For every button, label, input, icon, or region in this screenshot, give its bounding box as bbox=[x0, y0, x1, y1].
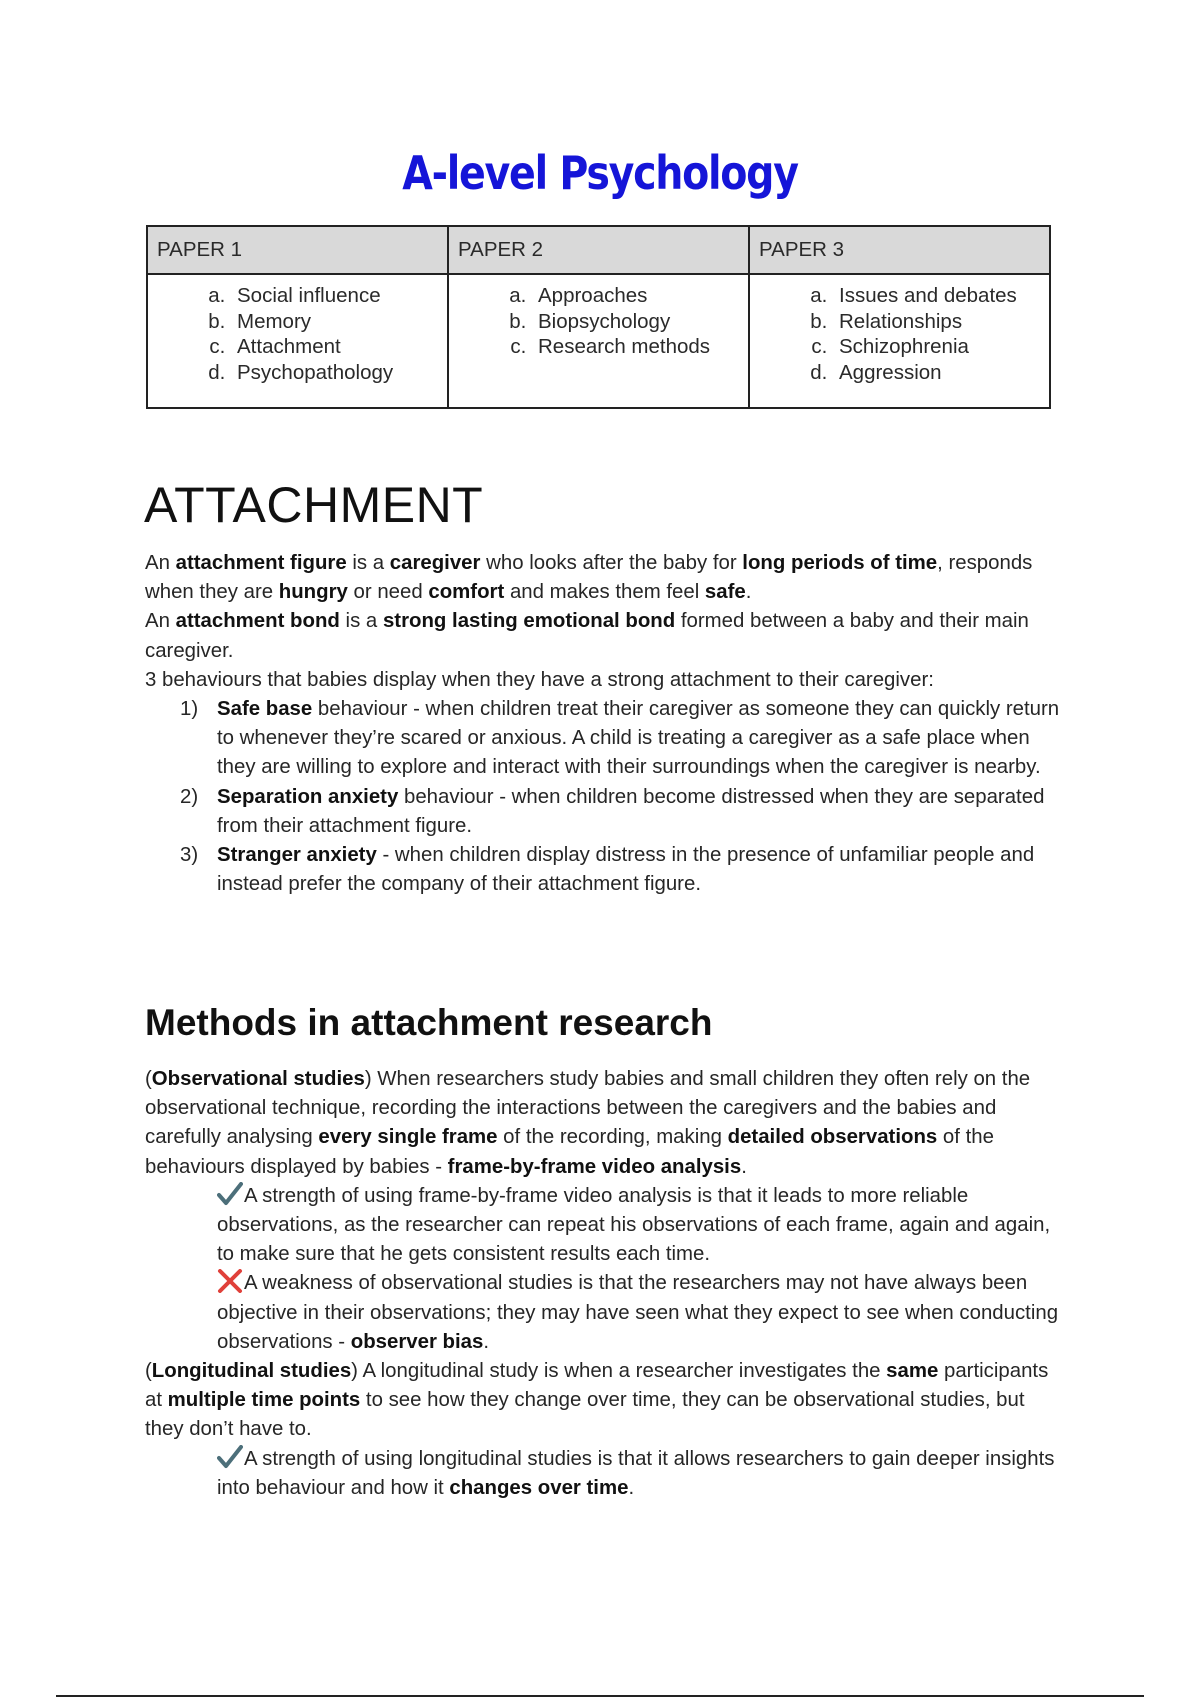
text-run: , responds when they are bbox=[145, 552, 1033, 604]
attachment-section bbox=[145, 549, 1065, 899]
text-run: . bbox=[745, 581, 752, 604]
list-item: a. Social influence bbox=[231, 283, 447, 309]
list-item: a. Approaches bbox=[532, 283, 748, 309]
observational-strength bbox=[145, 1182, 1065, 1270]
list-item: c. Schizophrenia bbox=[833, 334, 1049, 360]
bold-term: multiple time points bbox=[167, 1389, 361, 1412]
text-run: ) When researchers study babies and small children they often rely on the observational technique, recording the interactions between the caregivers and the babies and carefully analysing bbox=[145, 1068, 1031, 1149]
paper-2-header: PAPER 2 bbox=[448, 226, 749, 274]
page-title: A-level Psychology bbox=[402, 146, 798, 200]
behaviour-term: Separation anxiety bbox=[217, 785, 399, 808]
papers-topics-row bbox=[147, 274, 1050, 408]
footer-divider bbox=[56, 1695, 1144, 1697]
behaviour-description: - when children display distress in the presence of unfamiliar people and instead prefer the company of their attachment figure. bbox=[217, 844, 1035, 896]
list-item bbox=[145, 695, 1065, 783]
list-item: b. Relationships bbox=[833, 309, 1049, 335]
paper-1-header: PAPER 1 bbox=[147, 226, 448, 274]
bold-term: caregiver bbox=[389, 552, 481, 574]
weakness-text bbox=[217, 1272, 1058, 1352]
text-run: An bbox=[145, 610, 176, 633]
paper-3-topics bbox=[749, 274, 1050, 408]
cross-mark-icon bbox=[217, 1269, 243, 1293]
longitudinal-strength bbox=[145, 1445, 1065, 1503]
list-item: c. Research methods bbox=[532, 334, 748, 360]
list-item bbox=[145, 783, 1065, 841]
text-run: of the behaviours displayed by babies - bbox=[145, 1126, 994, 1178]
behaviours-list bbox=[145, 695, 1065, 899]
check-mark-icon bbox=[217, 1445, 243, 1469]
text-run: ( bbox=[145, 1068, 152, 1090]
paper-2-topics bbox=[448, 274, 749, 408]
text-run: and makes them feel bbox=[504, 581, 705, 604]
bold-term: comfort bbox=[428, 581, 505, 604]
text-run: or need bbox=[347, 581, 429, 604]
list-item: b. Biopsychology bbox=[532, 309, 748, 335]
behaviour-term: Stranger anxiety bbox=[217, 844, 377, 867]
bold-term: long periods of time bbox=[742, 552, 938, 574]
observational-studies-paragraph bbox=[145, 1065, 1065, 1182]
bold-term: same bbox=[886, 1360, 939, 1383]
text-run: . bbox=[741, 1155, 747, 1178]
list-item: b. Memory bbox=[231, 309, 447, 335]
text-run: of the recording, making bbox=[497, 1126, 728, 1149]
list-number: 2) bbox=[180, 785, 199, 808]
strength-text bbox=[217, 1448, 1054, 1499]
list-item bbox=[145, 841, 1065, 899]
text-run: A strength of using longitudinal studies is that it allows researchers to gain deeper insights into behaviour and how it bbox=[217, 1447, 1055, 1499]
bold-term: every single frame bbox=[318, 1126, 498, 1149]
bold-term: changes over time bbox=[449, 1476, 629, 1499]
paper-1-topics bbox=[147, 274, 448, 408]
bold-term: observer bias bbox=[350, 1330, 484, 1353]
bold-term: frame-by-frame video analysis bbox=[447, 1155, 742, 1178]
text-run: formed between a baby and their main caregiver. bbox=[145, 610, 1029, 662]
list-number: 1) bbox=[180, 698, 199, 721]
bold-term: strong lasting emotional bond bbox=[382, 610, 676, 633]
bold-term: detailed observations bbox=[727, 1126, 938, 1149]
behaviour-description: behaviour - when children become distressed when they are separated from their attachment figure. bbox=[217, 785, 1045, 837]
observational-weakness bbox=[145, 1269, 1065, 1357]
list-item: d. Psychopathology bbox=[231, 360, 447, 386]
bold-term: safe bbox=[704, 581, 746, 604]
bold-term: Observational studies bbox=[151, 1068, 365, 1090]
list-item: d. Aggression bbox=[833, 360, 1049, 386]
papers-table bbox=[146, 225, 1051, 409]
list-item: a. Issues and debates bbox=[833, 283, 1049, 309]
attachment-bond-paragraph bbox=[145, 607, 1065, 665]
behaviour-term: Safe base bbox=[217, 698, 313, 721]
text-run: is a bbox=[346, 552, 390, 574]
text-run: is a bbox=[339, 610, 383, 633]
attachment-figure-paragraph bbox=[145, 549, 1065, 607]
text-run: A weakness of observational studies is that the researchers may not have always been objective in their observations; they may have seen what they expect to see when conducting observations - bbox=[217, 1272, 1059, 1353]
list-item: c. Attachment bbox=[231, 334, 447, 360]
list-number: 3) bbox=[180, 844, 199, 867]
papers-header-row bbox=[147, 226, 1050, 274]
text-run: . bbox=[483, 1330, 490, 1353]
behaviours-intro: 3 behaviours that babies display when they have a strong attachment to their caregiver: bbox=[145, 668, 934, 691]
attachment-heading: ATTACHMENT bbox=[144, 477, 484, 533]
text-run: ) A longitudinal study is when a researcher investigates the bbox=[351, 1360, 887, 1383]
strength-text: A strength of using frame-by-frame video analysis is that it leads to more reliable observations, as the researcher can repeat his observations of each frame, again and again, to make sure that he gets consistent results each time. bbox=[217, 1184, 1051, 1266]
bold-term: attachment figure bbox=[175, 552, 347, 574]
text-run: ( bbox=[145, 1360, 152, 1383]
check-mark-icon bbox=[217, 1182, 243, 1206]
paper-3-header: PAPER 3 bbox=[749, 226, 1050, 274]
bold-term: Longitudinal studies bbox=[151, 1360, 352, 1383]
bold-term: hungry bbox=[278, 581, 348, 604]
behaviour-description: behaviour - when children treat their caregiver as someone they can quickly return to whenever they’re scared or anxious. A child is treating a caregiver as a safe place when they are willing to explore and interact with their surroundings when the caregiver is nearby. bbox=[217, 698, 1060, 779]
bold-term: attachment bond bbox=[175, 610, 340, 633]
longitudinal-studies-paragraph bbox=[145, 1357, 1065, 1445]
text-run: to see how they change over time, they can be observational studies, but they don’t have to. bbox=[145, 1389, 1025, 1441]
methods-section bbox=[145, 1065, 1065, 1503]
methods-heading: Methods in attachment research bbox=[145, 1002, 713, 1043]
text-run: participants at bbox=[145, 1360, 1049, 1412]
text-run: An bbox=[145, 552, 176, 574]
text-run: who looks after the baby for bbox=[480, 552, 743, 574]
text-run: . bbox=[628, 1476, 635, 1499]
